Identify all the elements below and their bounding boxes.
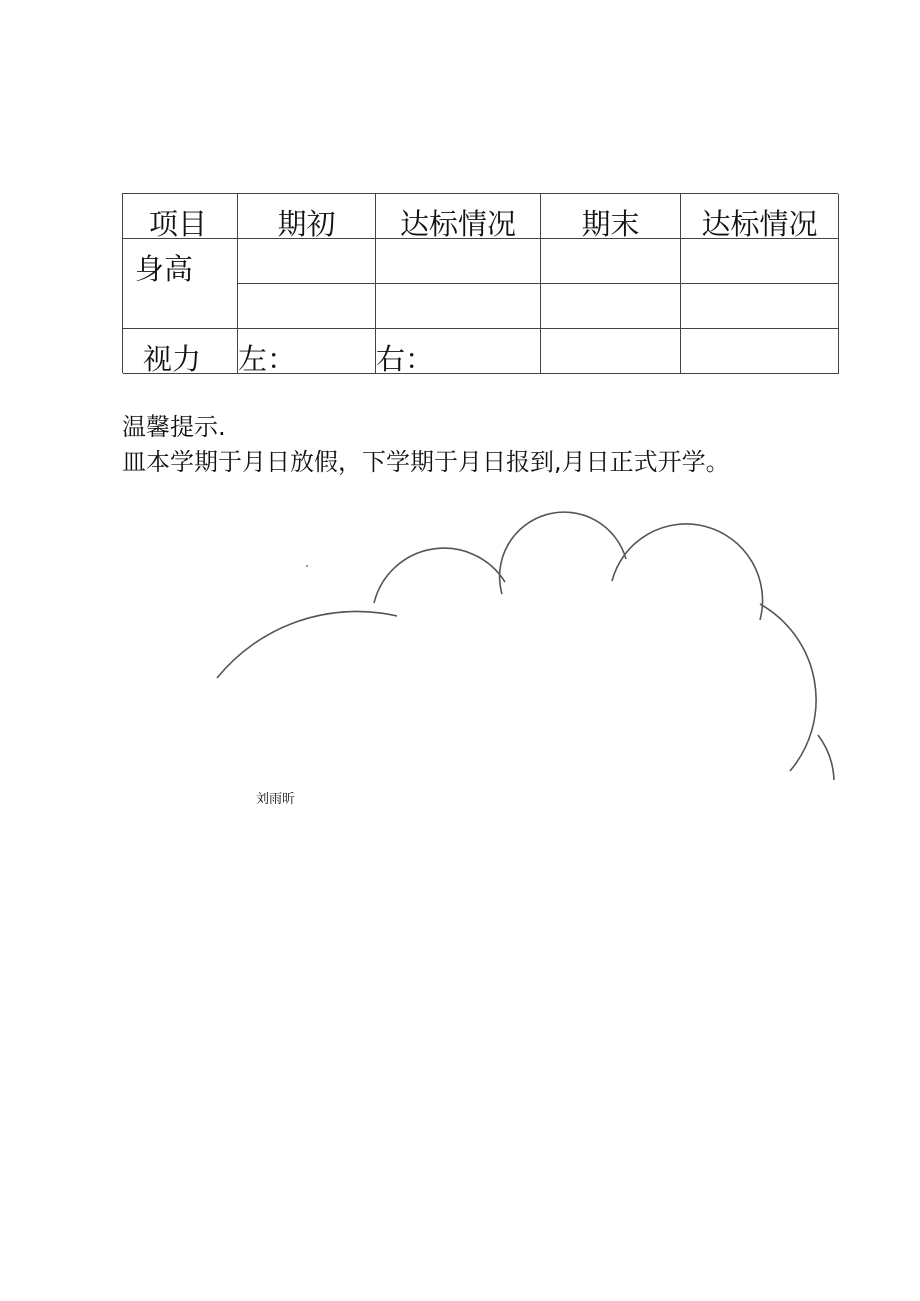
tips-body: 皿本学期于月日放假，下学期于月日报到,月日正式开学。	[122, 448, 730, 476]
vision-label: 视力	[143, 342, 202, 374]
cloud-arc-1	[217, 611, 397, 678]
cloud-arc-6	[818, 735, 834, 780]
signature-name: 刘雨昕	[256, 792, 296, 807]
cloud-arc-4	[612, 524, 763, 620]
vision-right-label: 右：	[376, 342, 435, 374]
vision-left-label: 左：	[238, 342, 297, 374]
cloud-arc-3	[500, 512, 626, 594]
header-standard-2: 达标情况	[701, 207, 818, 239]
height-label: 身高	[135, 252, 194, 284]
header-standard-1: 达标情况	[399, 207, 516, 239]
tips-title: 温馨提示.	[122, 413, 226, 441]
header-item: 项目	[148, 207, 207, 239]
cloud-arc-2	[374, 548, 505, 603]
stray-dot	[306, 565, 308, 567]
header-end-term: 期末	[581, 207, 640, 239]
cloud-arc-5	[760, 604, 816, 771]
header-start-term: 期初	[277, 207, 336, 239]
